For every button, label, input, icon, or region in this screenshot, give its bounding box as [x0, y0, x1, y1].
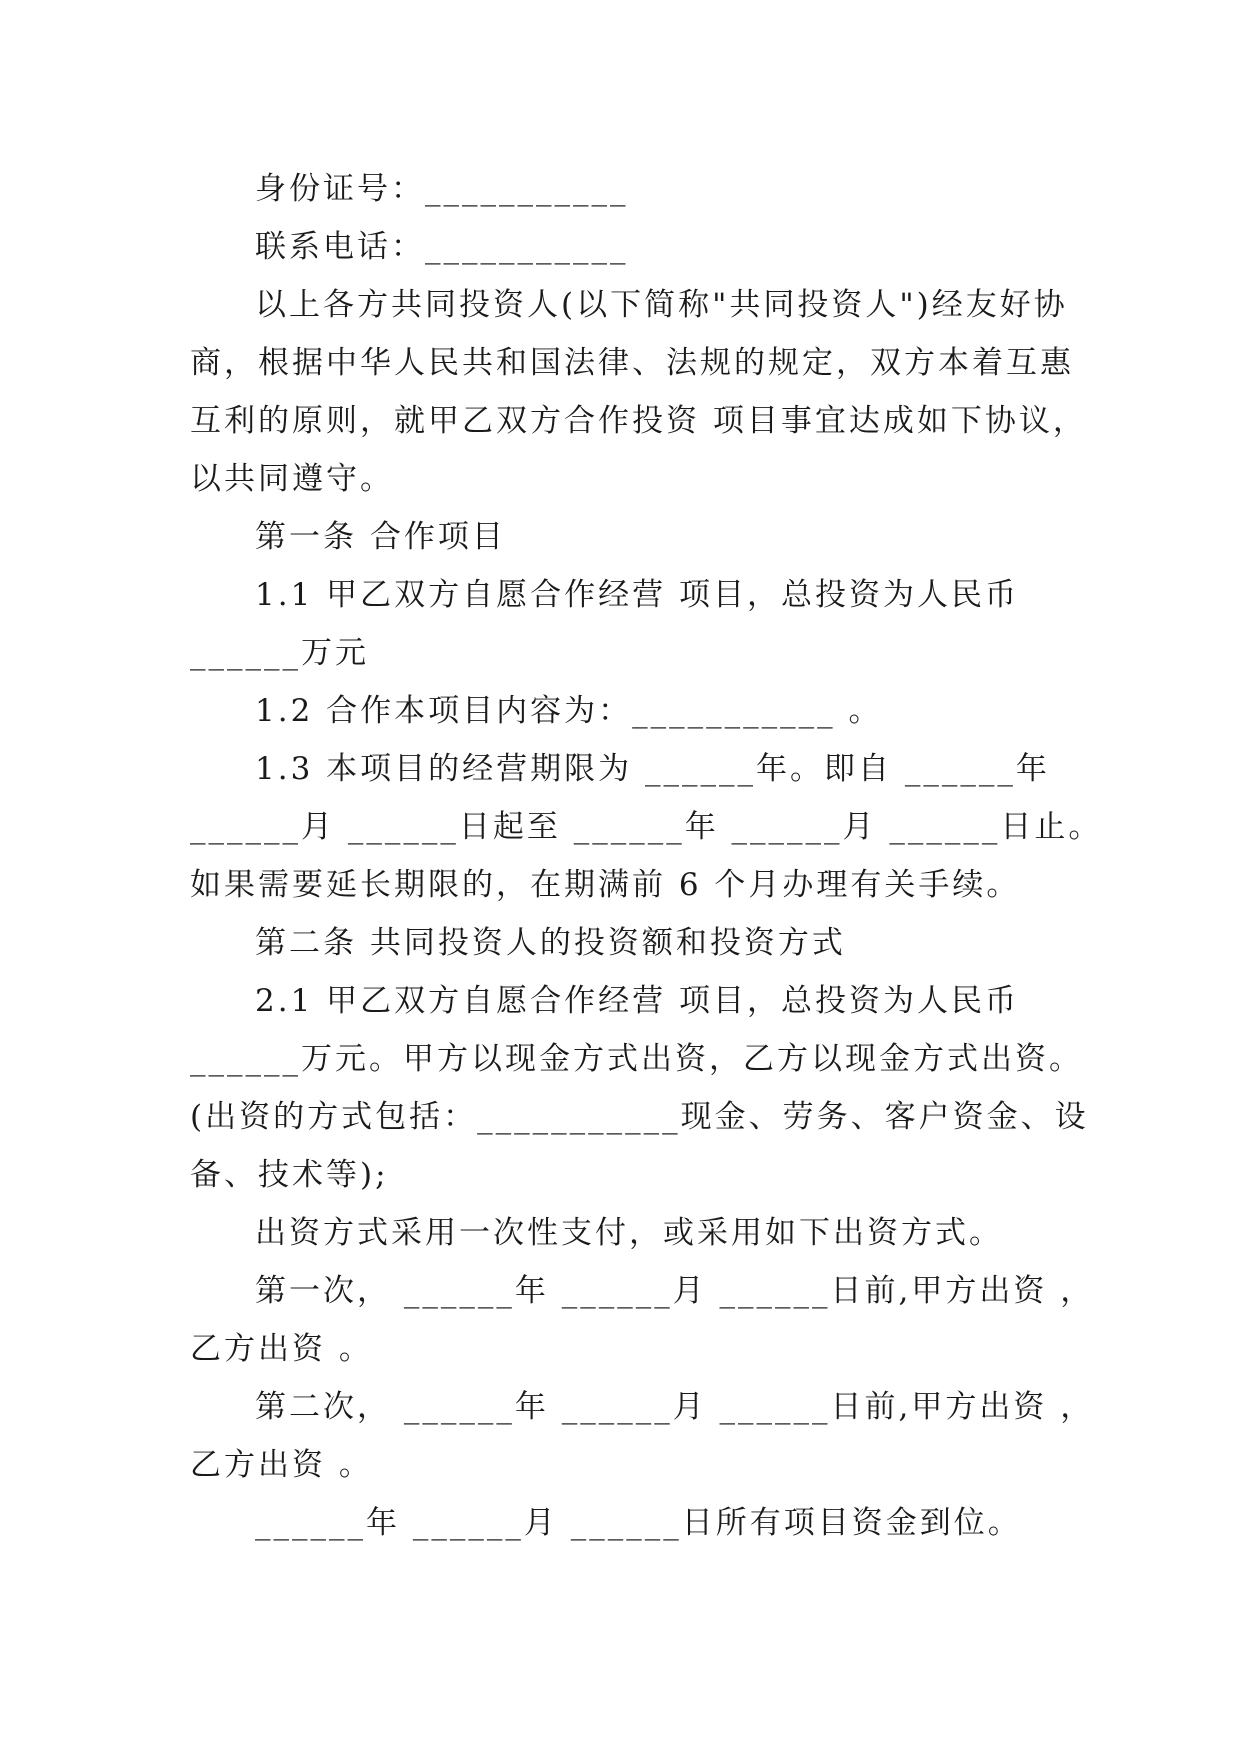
- text-line: ______万元。甲方以现金方式出资，乙方以现金方式出资。: [190, 1041, 1083, 1077]
- text-line: 1.3 本项目的经营期限为 ______年。即自 ______年: [255, 751, 1050, 787]
- text-line: 联系电话：___________: [255, 229, 629, 265]
- text-line: 以共同遵守。: [190, 461, 394, 497]
- text-line: ______年 ______月 ______日所有项目资金到位。: [255, 1505, 1022, 1541]
- text-line: 身份证号：___________: [255, 171, 629, 207]
- text-line: 互利的原则，就甲乙双方合作投资 项目事宜达成如下协议，: [190, 403, 1087, 439]
- text-line: 乙方出资 。: [190, 1331, 373, 1367]
- text-line: 出资方式采用一次性支付，或采用如下出资方式。: [255, 1215, 1003, 1251]
- text-line: 备、技术等);: [190, 1157, 389, 1193]
- text-line: 商，根据中华人民共和国法律、法规的规定，双方本着互惠: [190, 345, 1074, 381]
- text-line: ______万元: [190, 635, 369, 671]
- text-line: (出资的方式包括：___________现金、劳务、客户资金、设: [190, 1099, 1089, 1135]
- text-line: 如果需要延长期限的，在期满前 6 个月办理有关手续。: [190, 867, 1021, 903]
- text-line: 1.2 合作本项目内容为：___________ 。: [255, 693, 883, 729]
- text-line: 第二次， ______年 ______月 ______日前,甲方出资 ，: [255, 1389, 1095, 1425]
- text-line: ______月 ______日起至 ______年 ______月 ______日止。: [190, 809, 1103, 845]
- text-line: 乙方出资 。: [190, 1447, 373, 1483]
- section-heading: 第二条 共同投资人的投资额和投资方式: [255, 925, 846, 961]
- text-line: 第一次， ______年 ______月 ______日前,甲方出资 ，: [255, 1273, 1095, 1309]
- text-line: 1.1 甲乙双方自愿合作经营 项目，总投资为人民币: [255, 577, 1020, 613]
- document-page: [190, 160, 1103, 1552]
- section-heading: 第一条 合作项目: [255, 519, 506, 555]
- text-line: 以上各方共同投资人(以下简称"共同投资人")经友好协: [255, 287, 1068, 323]
- text-line: 2.1 甲乙双方自愿合作经营 项目，总投资为人民币: [255, 983, 1020, 1019]
